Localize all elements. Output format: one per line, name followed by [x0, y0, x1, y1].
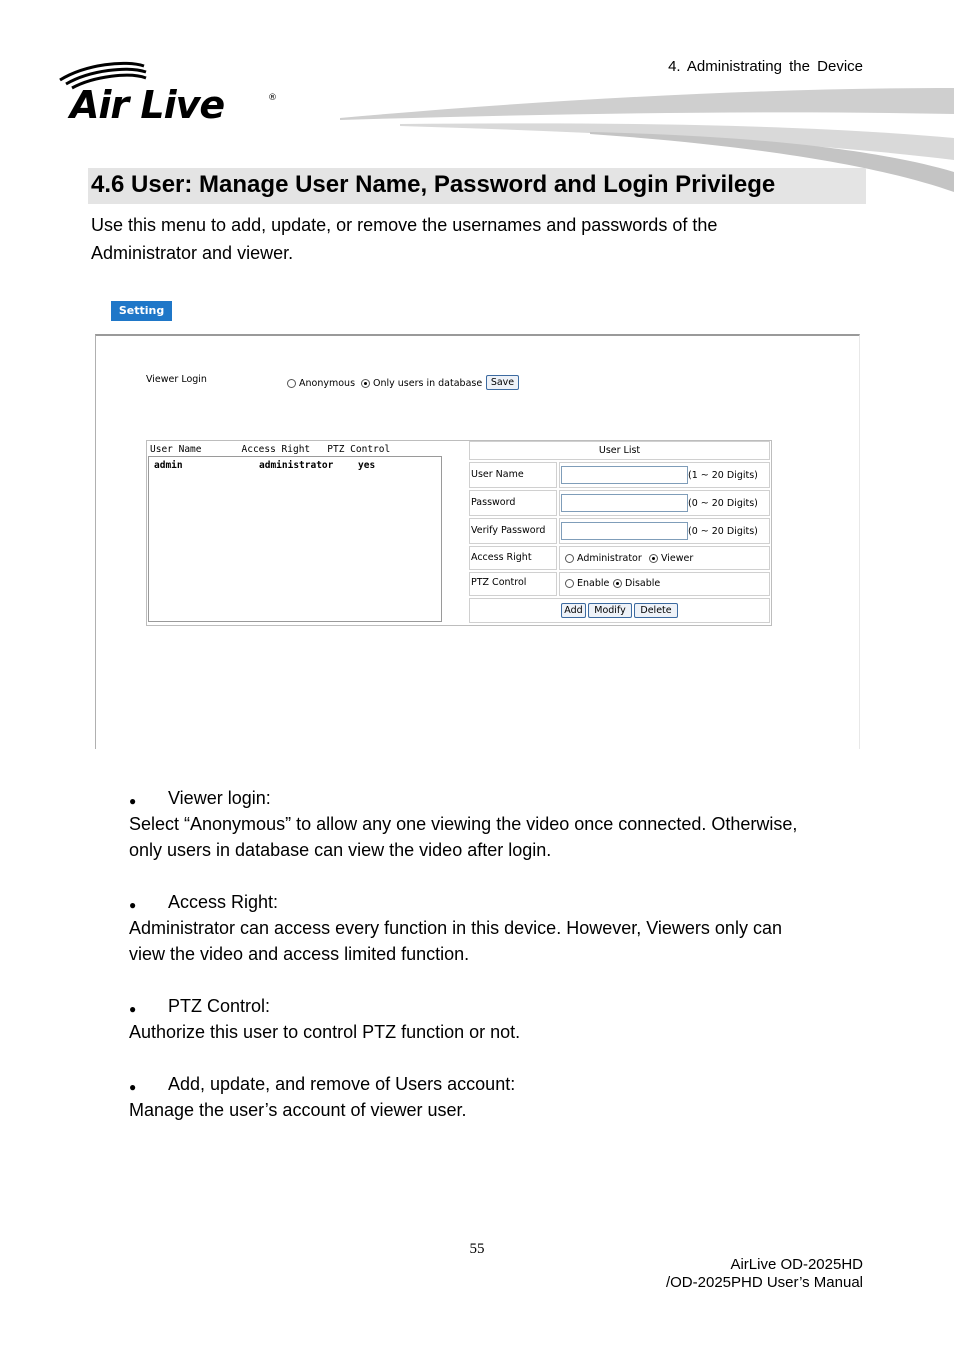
- disable-option-label: Disable: [625, 578, 661, 589]
- bullet-heading-ptz-control: PTZ Control:: [168, 996, 271, 1016]
- disable-radio[interactable]: [613, 579, 622, 588]
- viewer-login-label: Viewer Login: [146, 374, 207, 385]
- intro-text-line1: Use this menu to add, update, or remove the usernames and passwords of the: [91, 215, 718, 235]
- bullet-text: Manage the user’s account of viewer user.: [129, 1100, 467, 1120]
- chapter-header: 4. Administrating the Device: [668, 58, 863, 75]
- administrator-radio[interactable]: [565, 554, 574, 563]
- bullet-heading-user-accounts: Add, update, and remove of Users account:: [168, 1074, 516, 1094]
- user-list-headers: User Name Access Right PTZ Control: [150, 444, 391, 455]
- only-users-radio[interactable]: [361, 379, 370, 388]
- bullet-text: Authorize this user to control PTZ function or not.: [129, 1022, 521, 1042]
- bullet-text: only users in database can view the video after login.: [129, 840, 552, 860]
- airlive-logo: [56, 58, 286, 128]
- modify-button[interactable]: Modify: [588, 603, 632, 618]
- delete-button[interactable]: Delete: [634, 603, 678, 618]
- password-input[interactable]: [561, 494, 688, 512]
- user-name-hint: (1 ~ 20 Digits): [688, 470, 758, 481]
- enable-option-label: Enable: [577, 578, 610, 589]
- bullet-text: Administrator can access every function in this device. However, Viewers only can: [129, 918, 782, 938]
- bullet-heading-access-right: Access Right:: [168, 892, 279, 912]
- password-label: Password: [471, 497, 516, 508]
- bullet-text: Select “Anonymous” to allow any one viewing the video once connected. Otherwise,: [129, 814, 798, 834]
- intro-text-line2: Administrator and viewer.: [91, 243, 294, 263]
- setting-tab[interactable]: Setting: [111, 301, 172, 321]
- verify-password-input[interactable]: [561, 522, 688, 540]
- ptz-control-label: PTZ Control: [471, 577, 527, 588]
- verify-password-hint: (0 ~ 20 Digits): [688, 526, 758, 537]
- password-hint: (0 ~ 20 Digits): [688, 498, 758, 509]
- viewer-radio[interactable]: [649, 554, 658, 563]
- access-right-label: Access Right: [471, 552, 532, 563]
- bullet-dot: ●: [129, 1080, 137, 1094]
- user-row-name[interactable]: admin: [154, 460, 183, 471]
- only-users-option-label: Only users in database: [373, 378, 483, 389]
- user-name-label: User Name: [471, 469, 524, 480]
- add-button[interactable]: Add: [561, 603, 586, 618]
- verify-password-label: Verify Password: [471, 525, 546, 536]
- user-list-box[interactable]: [148, 456, 442, 622]
- anonymous-option-label: Anonymous: [299, 378, 356, 389]
- page-number: 55: [469, 1241, 485, 1257]
- footer-product: AirLive OD-2025HD: [730, 1256, 863, 1273]
- svg-text:Air Live: Air Live: [70, 83, 225, 127]
- bullet-dot: ●: [129, 898, 137, 912]
- enable-radio[interactable]: [565, 579, 574, 588]
- bullet-dot: ●: [129, 1002, 137, 1016]
- user-name-input[interactable]: [561, 466, 688, 484]
- svg-text:®: ®: [268, 93, 277, 103]
- bullet-heading-viewer-login: Viewer login:: [168, 788, 271, 808]
- save-button[interactable]: Save: [486, 375, 519, 390]
- bullet-text: view the video and access limited function.: [129, 944, 470, 964]
- anonymous-radio[interactable]: [287, 379, 296, 388]
- footer-manual: /OD-2025PHD User’s Manual: [665, 1274, 863, 1291]
- bullet-dot: ●: [129, 794, 137, 808]
- user-row-access[interactable]: administrator: [259, 460, 334, 471]
- user-row-ptz[interactable]: yes: [358, 460, 376, 471]
- administrator-option-label: Administrator: [577, 553, 642, 564]
- viewer-option-label: Viewer: [661, 553, 694, 564]
- section-title: 4.6 User: Manage User Name, Password and Login Privilege: [91, 171, 776, 198]
- user-list-title: User List: [598, 445, 641, 456]
